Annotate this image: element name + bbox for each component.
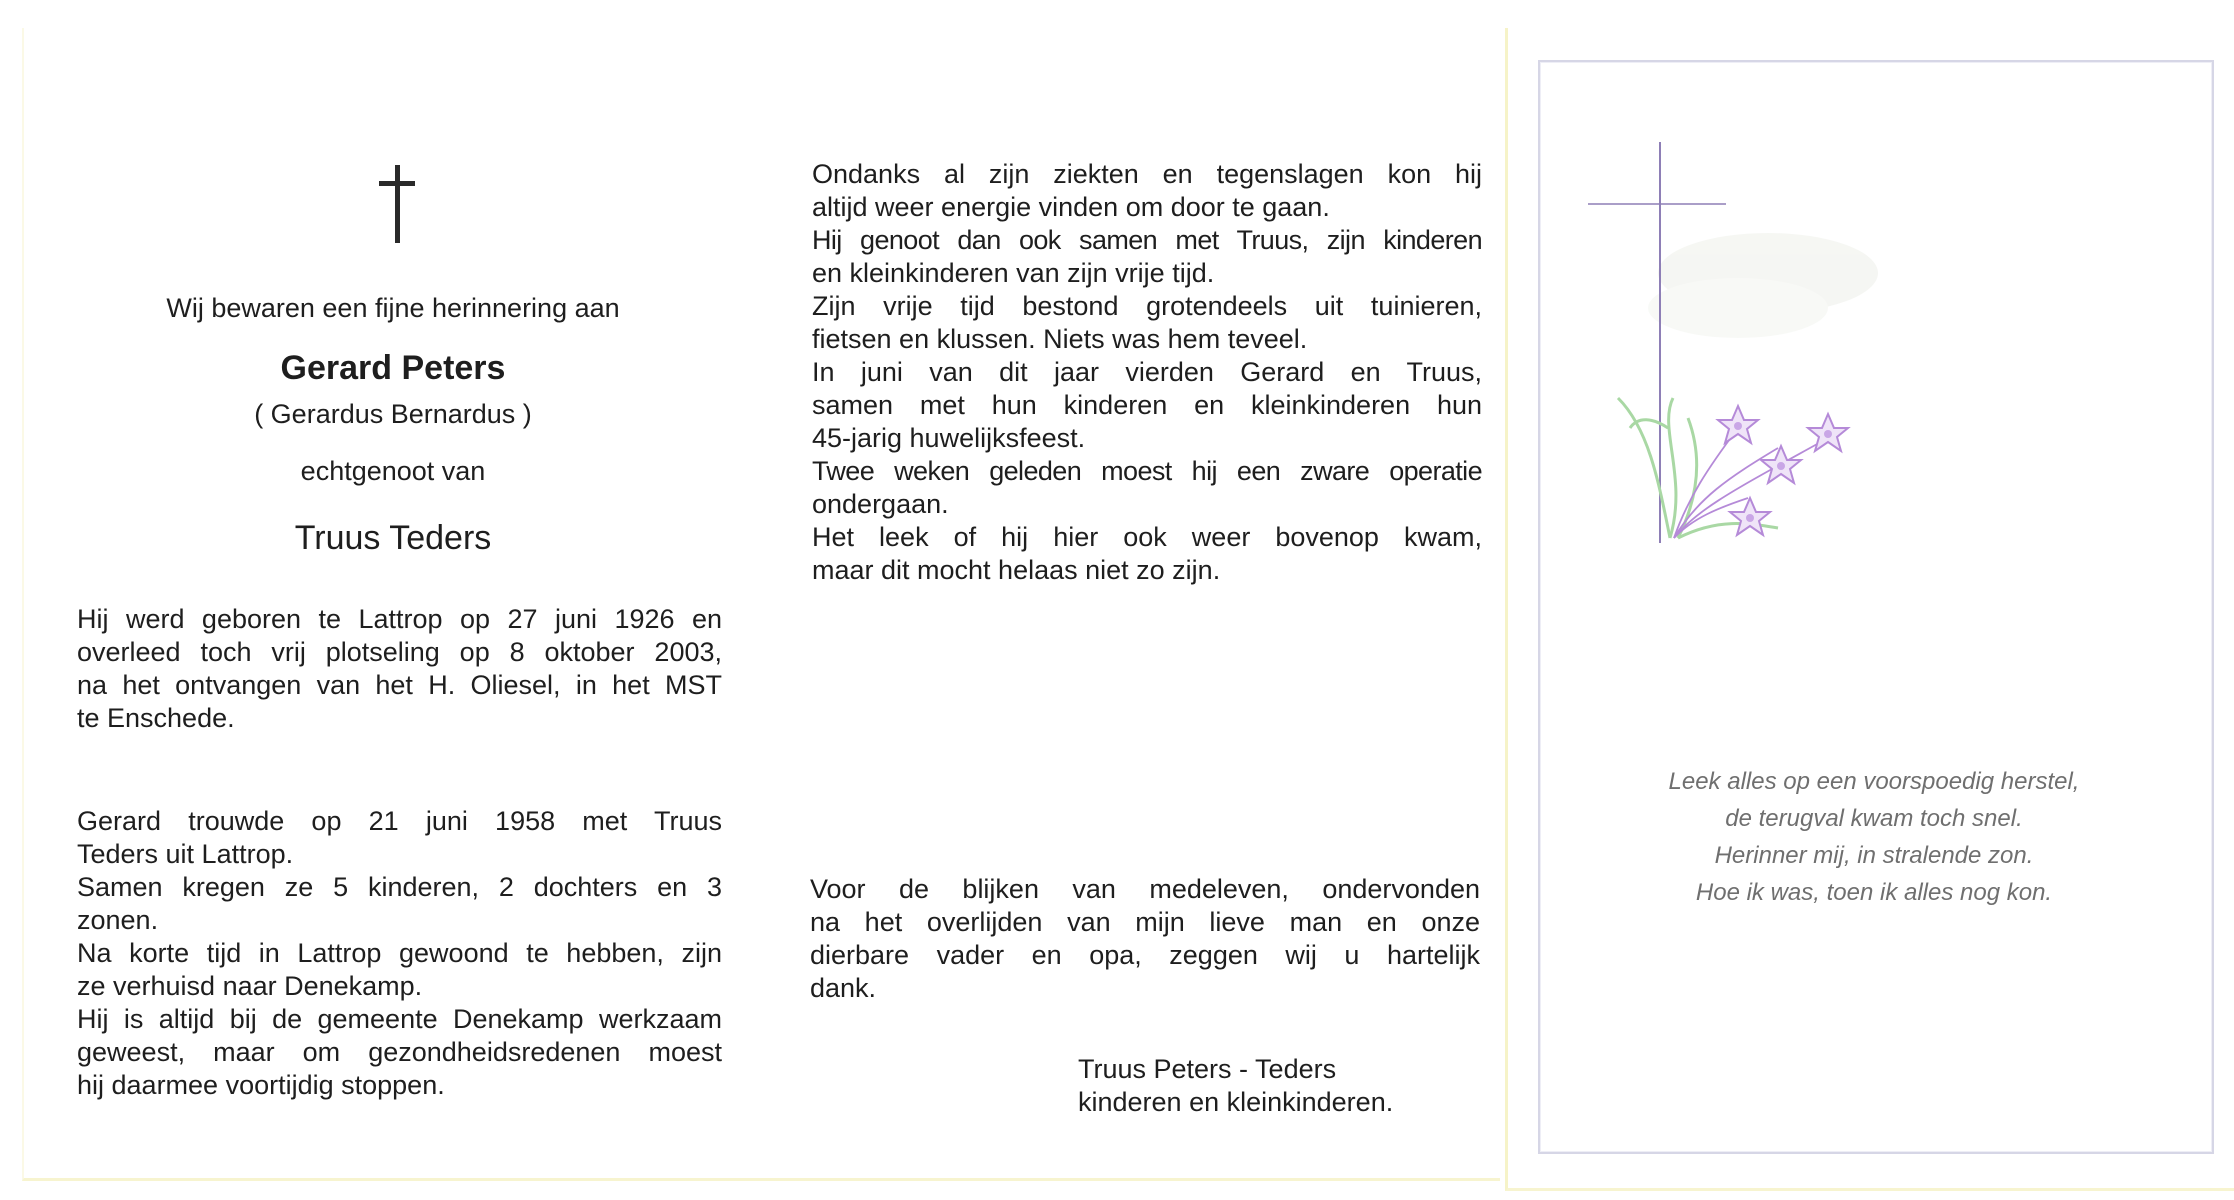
text-line: Hij werd geboren te Lattrop op 27 juni 1926 en — [77, 604, 722, 634]
birth-death-paragraph — [77, 603, 722, 735]
spouse-label: echtgenoot van — [300, 456, 486, 486]
poem-line: Herinner mij, in stralende zon. — [1714, 842, 2034, 869]
text-line: geweest, maar om gezondheidsredenen moest — [77, 1037, 722, 1067]
poem — [1538, 763, 2210, 911]
text-line: Het leek of hij hier ook weer bovenop kwam, — [812, 522, 1482, 552]
text-line: Voor de blijken van medeleven, ondervonden — [810, 874, 1480, 904]
life-paragraph — [812, 158, 1482, 587]
text-line: maar dit mocht helaas niet zo zijn. — [812, 555, 1221, 585]
text-line: In juni van dit jaar vierden Gerard en Truus, — [812, 357, 1482, 387]
text-line: ze verhuisd naar Denekamp. — [77, 971, 423, 1001]
text-line: Hij genoot dan ook samen met Truus, zijn kinderen — [812, 225, 1482, 255]
text-line: ondergaan. — [812, 489, 949, 519]
deceased-full-name: ( Gerardus Bernardus ) — [254, 399, 532, 429]
text-line: 45-jarig huwelijksfeest. — [812, 423, 1086, 453]
text-line: Twee weken geleden moest hij een zware operatie — [812, 456, 1482, 486]
marriage-paragraph — [77, 805, 722, 1102]
spouse-name: Truus Teders — [294, 519, 492, 557]
thanks-paragraph — [810, 873, 1480, 1005]
text-line: dank. — [810, 973, 877, 1003]
text-line: overleed toch vrij plotseling op 8 oktober 2003, — [77, 637, 722, 667]
haze-decoration — [1648, 233, 1878, 338]
text-line: Samen kregen ze 5 kinderen, 2 dochters en 3 — [77, 872, 722, 902]
poem-line: Hoe ik was, toen ik alles nog kon. — [1695, 879, 2053, 906]
text-line: na het overlijden van mijn lieve man en onze — [810, 907, 1480, 937]
poem-line: Leek alles op een voorspoedig herstel, — [1668, 768, 2080, 795]
text-line: na het ontvangen van het H. Oliesel, in het MST — [77, 670, 722, 700]
left-panel — [22, 28, 762, 1181]
middle-panel — [760, 28, 1500, 1181]
text-line: te Enschede. — [77, 703, 235, 733]
text-line: Na korte tijd in Lattrop gewoond te hebben, zijn — [77, 938, 722, 968]
text-line: altijd weer energie vinden om door te gaan. — [812, 192, 1330, 222]
intro-text: Wij bewaren een fijne herinnering aan — [166, 293, 620, 323]
text-line: zonen. — [77, 905, 159, 935]
latin-cross-icon — [379, 165, 415, 243]
signature — [1078, 1053, 1478, 1119]
signature-line: Truus Peters - Teders — [1078, 1054, 1337, 1084]
right-panel — [1505, 28, 2234, 1191]
text-line: Ondanks al zijn ziekten en tegenslagen kon hij — [812, 159, 1482, 189]
cross-with-flowers-illustration — [1538, 98, 1878, 568]
text-line: dierbare vader en opa, zeggen wij u hartelijk — [810, 940, 1480, 970]
signature-line: kinderen en kleinkinderen. — [1078, 1087, 1394, 1117]
text-line: Teders uit Lattrop. — [77, 839, 294, 869]
text-line: fietsen en klussen. Niets was hem teveel. — [812, 324, 1308, 354]
text-line: en kleinkinderen van zijn vrije tijd. — [812, 258, 1215, 288]
text-line: Zijn vrije tijd bestond grotendeels uit tuinieren, — [812, 291, 1482, 321]
text-line: hij daarmee voortijdig stoppen. — [77, 1070, 445, 1100]
text-line: samen met hun kinderen en kleinkinderen hun — [812, 390, 1482, 420]
poem-line: de terugval kwam toch snel. — [1725, 805, 2023, 832]
deceased-name: Gerard Peters — [280, 349, 506, 387]
text-line: Hij is altijd bij de gemeente Denekamp werkzaam — [77, 1004, 722, 1034]
text-line: Gerard trouwde op 21 juni 1958 met Truus — [77, 806, 722, 836]
